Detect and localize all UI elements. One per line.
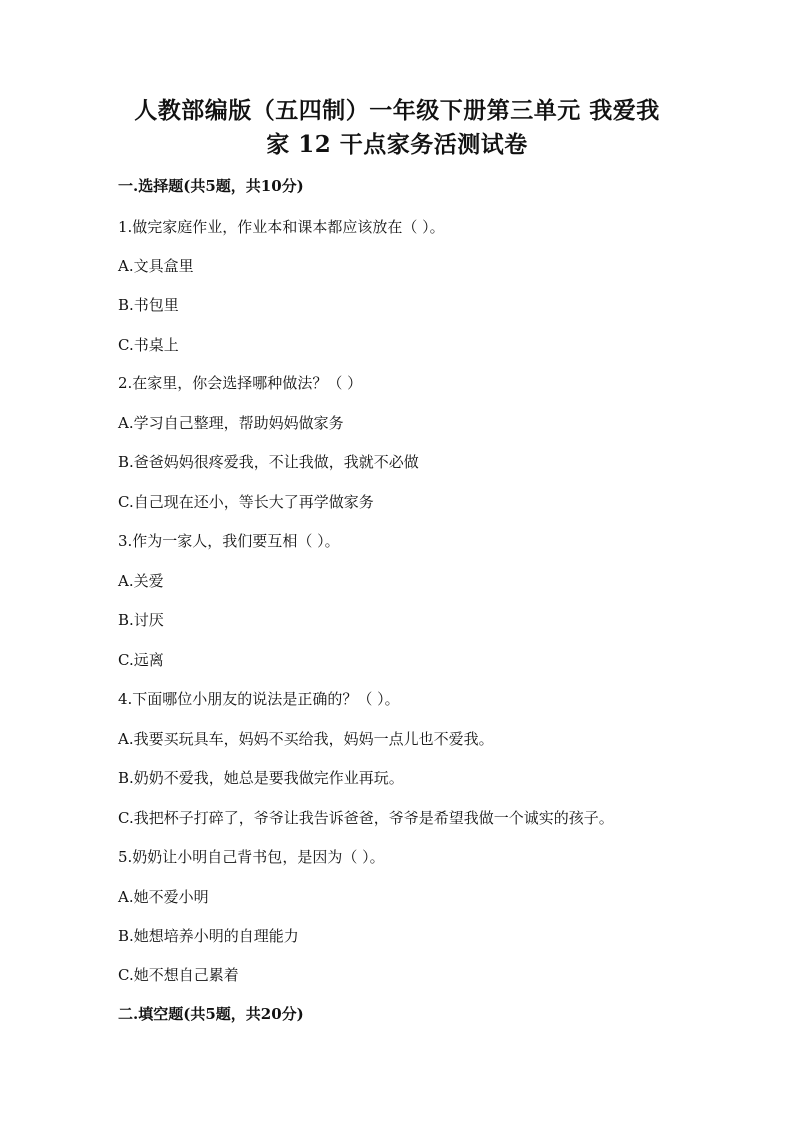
title-line-2: 家 12 干点家务活测试卷: [266, 131, 528, 158]
question-3-option-b: B.讨厌: [118, 611, 164, 629]
question-3-stem: 3.作为一家人，我们要互相（ ）。: [118, 532, 340, 550]
question-4-option-c: C.我把杯子打碎了，爷爷让我告诉爸爸，爷爷是希望我做一个诚实的孩子。: [118, 809, 614, 827]
question-2-option-c: C.自己现在还小，等长大了再学做家务: [118, 493, 374, 511]
question-4-stem: 4.下面哪位小朋友的说法是正确的？（ ）。: [118, 690, 400, 708]
question-5-option-c: C.她不想自己累着: [118, 966, 239, 984]
document-title: [110, 94, 684, 162]
question-5-option-a: A.她不爱小明: [118, 888, 209, 906]
question-4-option-b: B.奶奶不爱我，她总是要我做完作业再玩。: [118, 769, 404, 787]
question-4-option-a: A.我要买玩具车，妈妈不买给我，妈妈一点儿也不爱我。: [118, 730, 494, 748]
section-heading-choice: 一.选择题(共5题，共10分): [118, 177, 304, 195]
question-2-option-b: B.爸爸妈妈很疼爱我，不让我做，我就不必做: [118, 453, 419, 471]
title-line-1: 人教部编版（五四制）一年级下册第三单元 我爱我: [134, 97, 660, 124]
question-2-option-a: A.学习自己整理，帮助妈妈做家务: [118, 414, 344, 432]
question-1-option-a: A.文具盒里: [118, 257, 194, 275]
question-3-option-a: A.关爱: [118, 572, 164, 590]
question-1-stem: 1.做完家庭作业，作业本和课本都应该放在（ ）。: [118, 218, 445, 236]
question-2-stem: 2.在家里，你会选择哪种做法？（ ）: [118, 374, 363, 392]
section-heading-fill-blank: 二.填空题(共5题，共20分): [118, 1005, 304, 1023]
question-5-option-b: B.她想培养小明的自理能力: [118, 927, 299, 945]
question-1-option-b: B.书包里: [118, 296, 179, 314]
question-3-option-c: C.远离: [118, 651, 164, 669]
question-5-stem: 5.奶奶让小明自己背书包，是因为（ ）。: [118, 848, 385, 866]
question-1-option-c: C.书桌上: [118, 336, 179, 354]
